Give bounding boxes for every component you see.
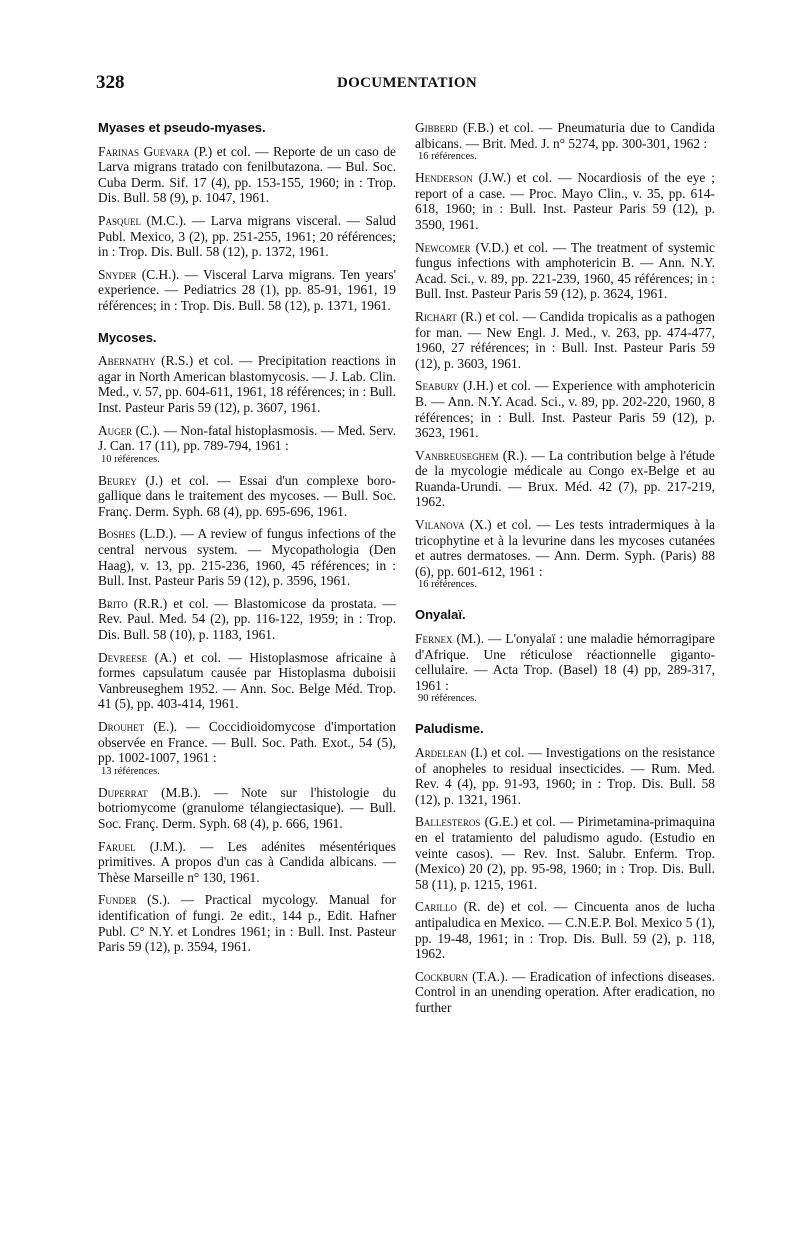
entry-text: (P.) et col. — Reporte de un caso de Larva migrans tratado con fenilbutazona. — Bul. Soc. Cuba Derm. Sif. 17 (4), pp. 153-155, 1960; in : Trop. Dis. Bull. 58 (9), p. 1047, 1961. (98, 143, 396, 206)
entry-author: Ballesteros (415, 814, 481, 830)
entry-author: Beurey (98, 472, 137, 488)
entry-references-count: 10 références. (101, 453, 160, 465)
page-header (96, 72, 718, 102)
bibliography-entry (415, 969, 715, 1016)
entry-author: Devreese (98, 649, 148, 665)
bibliography-entry (415, 899, 715, 961)
bibliography-entry (415, 745, 715, 807)
entry-text: (I.) et col. — Investigations on the resistance of anopheles to residual insecticides. — Rum. Med. Rev. 4 (4), pp. 91-93, 1960; in : Trop. Dis. Bull. 58 (12), p. 1321, 1961. (415, 745, 715, 807)
entry-text: (R.). — La contribution belge à l'étude de la mycologie médicale au Congo ex-Belge et au Ruanda-Urundi. — Brux. Méd. 42 (7), pp. 217-219, 1962. (415, 447, 715, 510)
entry-author: Drouhet (98, 719, 145, 734)
entry-text: (J.W.) et col. — Nocardiosis of the eye ; report of a case. — Proc. Mayo Clin., v. 35, pp. 614-618, 1960; in : Bull. Inst. Pasteur Paris 59 (12), p. 3590, 1961. (415, 170, 715, 232)
entry-text: (R. de) et col. — Cincuenta anos de lucha antipaludica en Mexico. — C.N.E.P. Bol. Mexico 5 (1), pp. 19-48, 1961; in : Trop. Dis. Bull. 59 (2), p. 118, 1962. (415, 899, 715, 962)
bibliography-entry (415, 240, 715, 302)
bibliography-entry (415, 631, 715, 705)
entry-author: Faruel (98, 838, 136, 854)
entry-text: (V.D.) et col. — The treatment of systemic fungus infections with amphotericin B. — Ann. N.Y. Acad. Sci., v. 89, pp. 221-239, 1960, 45 références; in : Bull. Inst. Pasteur Paris 59 (12), p. 3624, 1961. (415, 239, 715, 302)
entry-author: Carillo (415, 899, 457, 915)
entry-author: Brito (98, 595, 128, 611)
entry-author: Ardelean (415, 745, 467, 760)
bibliography-entry (98, 267, 396, 314)
entry-text: (R.) et col. — Candida tropicalis as a pathogen for man. — New Engl. J. Med., v. 263, pp. 474-477, 1960, 27 références; in : Bull. Inst. Pasteur Paris 59 (12), p. 3603, 1961. (415, 308, 715, 371)
entry-author: Snyder (98, 266, 137, 282)
bibliography-entry (98, 785, 396, 832)
entry-text: (J.) et col. — Essai d'un complexe boro-gallique dans le traitement des mycoses. — Bull. Soc. Franç. Derm. Syph. 68 (4), pp. 695-696, 1961. (98, 472, 396, 519)
entry-text: (C.). — Non-fatal histoplasmosis. — Med. Serv. J. Can. 17 (11), pp. 789-794, 1961 : (98, 422, 396, 454)
bibliography-entry (415, 448, 715, 510)
entry-author: Pasquel (98, 212, 141, 228)
entry-references-count: 90 références. (418, 693, 477, 705)
entry-text: (G.E.) et col. — Pirimetamina-primaquina en el tratamiento del paludismo agudo. (Estudio en veinte casos). — Rev. Inst. Salubr. Enferm. Trop. (Mexico) 20 (2), pp. 95-98, 1960; in : Trop. Dis. Bull. 58 (11), p. 1215, 1961. (415, 814, 715, 892)
bibliography-entry (415, 814, 715, 892)
entry-text: (A.) et col. — Histoplasmose africaine à formes capsulatum causée par Histoplasma duboisii Vanbreuseghem 1952. — Ann. Soc. Belge Méd. Trop. 41 (5), pp. 403-414, 1961. (98, 649, 396, 712)
entry-author: Abernathy (98, 353, 156, 369)
left-column (98, 120, 396, 962)
bibliography-entry (98, 719, 396, 778)
section-title: Mycoses. (98, 329, 157, 345)
entry-author: Farinas Guevara (98, 143, 190, 159)
entry-author: Duperrat (98, 784, 148, 800)
bibliography-entry (415, 309, 715, 371)
entry-text: (L.D.). — A review of fungus infections of the central nervous system. — Mycopathologia (Den Haag), v. 13, pp. 215-236, 1960, 45 références; in : Bull. Inst. Pasteur Paris 59 (12), p. 3596, 1961. (98, 526, 396, 589)
entry-text: (M.). — L'onyalaï : une maladie hémorragipare d'Afrique. Une réticulose réactionnelle giganto-cellulaire. — Acta Trop. (Basel) 18 (4) pp, 289-317, 1961 : (415, 631, 715, 693)
bibliography-entry (98, 213, 396, 260)
entry-author: Fernex (415, 631, 453, 647)
entry-author: Boshes (98, 526, 136, 542)
entry-text: (J.M.). — Les adénites mésentériques primitives. A propos d'un cas à Candida albicans. — Thèse Marseille n° 130, 1961. (98, 838, 396, 885)
entry-author: Henderson (415, 170, 473, 186)
entry-author: Vanbreuseghem (415, 447, 499, 463)
entry-author: Auger (98, 422, 133, 438)
section-title: Myases et pseudo-myases. (98, 120, 266, 135)
bibliography-entry (415, 120, 715, 163)
bibliography-entry (98, 144, 396, 206)
entry-text: (M.B.). — Note sur l'histologie du botriomycome (granulome télangiectasique). — Bull. Soc. Franç. Derm. Syph. 68 (4), p. 666, 1961. (98, 784, 396, 831)
entry-author: Richart (415, 308, 457, 324)
entry-text: (E.). — Coccidioidomycose d'importation observée en France. — Bull. Soc. Path. Exot., 54 (5), pp. 1002-1007, 1961 : (98, 719, 396, 766)
bibliography-entry (415, 517, 715, 591)
bibliography-entry (98, 353, 396, 415)
bibliography-entry (98, 526, 396, 588)
bibliography-entry (98, 892, 396, 954)
bibliography-entry (98, 839, 396, 886)
bibliography-entry (98, 473, 396, 520)
entry-text: (S.). — Practical mycology. Manual for identification of fungi. 2e edit., 144 p., Edit. Hafner Publ. C° N.Y. et Londres 1961; in : Bull. Inst. Pasteur Paris 59 (12), p. 3594, 1961. (98, 892, 396, 955)
entry-author: Cockburn (415, 968, 468, 984)
entry-text: (J.H.) et col. — Experience with amphotericin B. — Ann. N.Y. Acad. Sci., v. 89, pp. 202-220, 1960, 8 références; in : Bull. Inst. Pasteur Paris 59 (12), p. 3623, 1961. (415, 378, 715, 441)
entry-text: (T.A.). — Eradication of infections diseases. Control in an unending operation. After eradication, no further (415, 968, 715, 1015)
entry-text: (M.C.). — Larva migrans visceral. — Salud Publ. Mexico, 3 (2), pp. 251-255, 1961; 20 références; in : Trop. Dis. Bull. 58 (12), p. 1372, 1961. (98, 212, 396, 260)
bibliography-entry (415, 170, 715, 232)
entry-text: (X.) et col. — Les tests intradermiques à la tricophytine et à la levurine dans les mycoses cutanées et autres dermatoses. — Ann. Derm. Syph. (Paris) 88 (6), pp. 601-612, 1961 : (415, 517, 715, 579)
bibliography-entry (98, 423, 396, 466)
running-title: DOCUMENTATION (336, 75, 477, 91)
bibliography-entry (98, 596, 396, 643)
bibliography-entry (415, 378, 715, 440)
page-number: 328 (96, 72, 125, 93)
entry-text: (F.B.) et col. — Pneumaturia due to Candida albicans. — Brit. Med. J. n° 5274, pp. 300-301, 1962 : (415, 120, 715, 151)
entry-references-count: 16 références. (418, 151, 477, 163)
entry-author: Newcomer (415, 239, 471, 255)
entry-text: (R.S.) et col. — Precipitation reactions in agar in North American blastomycosis. — J. Lab. Clin. Med., v. 57, pp. 604-611, 1961, 18 références; in : Bull. Inst. Pasteur Paris 59 (12), p. 3607, 1961. (98, 353, 396, 415)
entry-author: Gibberd (415, 120, 458, 135)
entry-references-count: 16 références. (418, 579, 477, 591)
entry-author: Funder (98, 892, 137, 908)
bibliography-entry (98, 650, 396, 712)
right-column (415, 120, 715, 1023)
entry-author: Vilanova (415, 517, 465, 533)
entry-references-count: 13 références. (101, 765, 160, 777)
entry-text: (R.R.) et col. — Blastomicose da prostata. — Rev. Paul. Med. 54 (2), pp. 116-122, 1959; in : Trop. Dis. Bull. 58 (10), p. 1183, 1961. (98, 595, 396, 643)
entry-text: (C.H.). — Visceral Larva migrans. Ten years' experience. — Pediatrics 28 (1), pp. 85-91, 1961, 19 références; in : Trop. Dis. Bull. 58 (12), p. 1371, 1961. (98, 266, 396, 313)
entry-author: Seabury (415, 378, 459, 394)
section-title: Onyalaï. (415, 607, 466, 623)
section-title: Paludisme. (415, 721, 484, 737)
